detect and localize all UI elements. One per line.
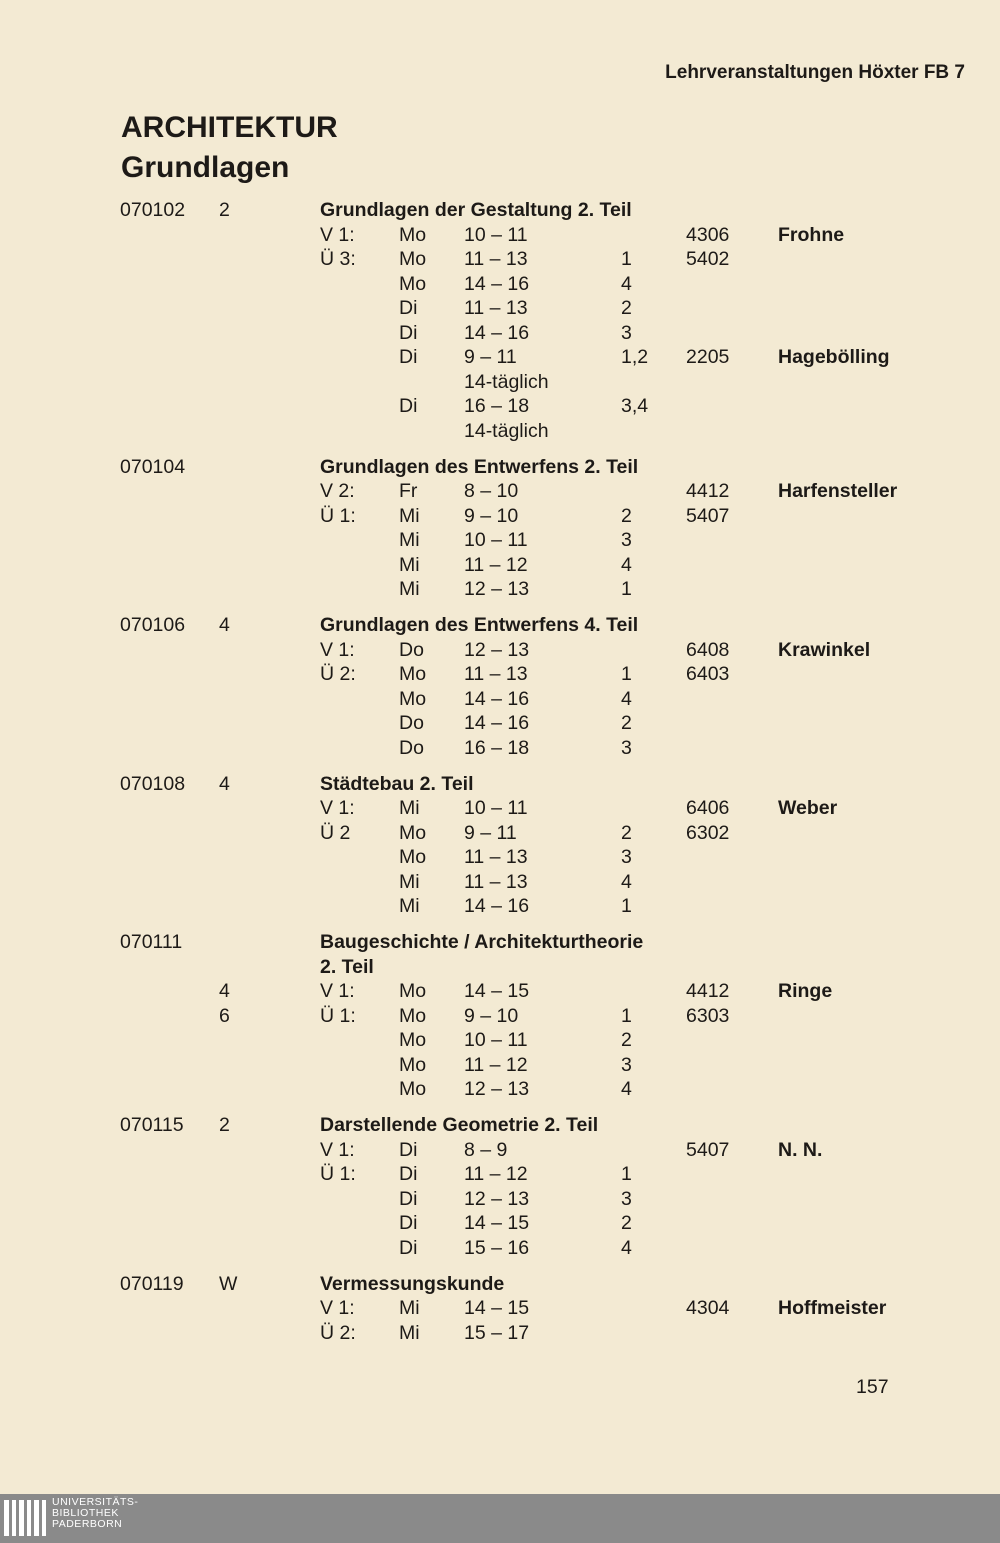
group-number: 1 — [621, 578, 632, 600]
session-type: Ü 1: — [320, 1163, 356, 1185]
course-title: Grundlagen der Gestaltung 2. Teil — [320, 199, 632, 221]
weekday: Di — [399, 395, 418, 417]
frequency-note: 14-täglich — [464, 419, 549, 442]
group-number: 4 — [621, 870, 632, 893]
lecturer-name: Hagebölling — [778, 346, 890, 368]
weekday: Di — [399, 1163, 418, 1185]
room-number: 6408 — [686, 638, 730, 661]
time-slot: 11 – 12 — [464, 553, 528, 576]
group-number: 3 — [621, 736, 632, 759]
course-title-row — [0, 198, 1000, 222]
course-code: 070119 — [120, 1272, 184, 1295]
room-number: 5407 — [686, 1138, 730, 1161]
group-number: 2 — [621, 297, 632, 319]
group-number: 3 — [621, 1053, 632, 1076]
session-type: V 1: — [320, 1138, 355, 1161]
schedule-row — [0, 845, 1000, 869]
time-slot: 14 – 15 — [464, 1297, 530, 1319]
group-number: 3 — [621, 1187, 632, 1210]
running-header: Lehrveranstaltungen Höxter FB 7 — [665, 62, 965, 83]
time-slot: 14 – 15 — [464, 1212, 530, 1234]
room-number: 4412 — [686, 480, 730, 502]
group-number: 3 — [621, 529, 632, 551]
course-code: 070111 — [120, 931, 183, 953]
schedule-row — [0, 1077, 1000, 1101]
schedule-row — [0, 870, 1000, 894]
course-hours: 6 — [219, 1004, 230, 1027]
weekday: Mi — [399, 797, 420, 819]
weekday: Fr — [399, 480, 418, 502]
schedule-row — [0, 528, 1000, 552]
course-hours: 2 — [219, 199, 230, 221]
group-number: 2 — [621, 712, 632, 734]
room-number: 6406 — [686, 797, 730, 819]
schedule-row — [0, 1321, 1000, 1345]
course-code: 070108 — [120, 772, 186, 795]
time-slot: 11 – 13 — [464, 663, 528, 685]
session-type: V 1: — [320, 638, 355, 661]
time-slot: 10 – 11 — [464, 797, 528, 819]
time-slot: 11 – 13 — [464, 846, 528, 868]
group-number: 2 — [621, 1029, 632, 1051]
course-title: Grundlagen des Entwerfens 4. Teil — [320, 614, 639, 636]
lecturer-name: Ringe — [778, 980, 833, 1002]
library-name — [52, 1497, 138, 1530]
time-slot: 14 – 16 — [464, 687, 530, 710]
session-type: V 1: — [320, 223, 355, 246]
schedule-row — [0, 1138, 1000, 1162]
weekday: Mi — [399, 504, 420, 527]
weekday: Mi — [399, 870, 420, 893]
schedule-row — [0, 394, 1000, 418]
time-slot: 8 – 9 — [464, 1138, 508, 1161]
room-number: 5407 — [686, 504, 730, 527]
weekday: Mo — [399, 223, 427, 246]
schedule-row — [0, 638, 1000, 662]
weekday: Mo — [399, 980, 427, 1002]
time-slot: 10 – 11 — [464, 1029, 528, 1051]
course-title: Baugeschichte / Architekturtheorie — [320, 931, 644, 953]
group-number: 3 — [621, 846, 632, 868]
weekday: Mi — [399, 895, 420, 917]
weekday: Di — [399, 1236, 418, 1259]
course-title: Darstellende Geometrie 2. Teil — [320, 1114, 599, 1136]
time-slot: 10 – 11 — [464, 223, 528, 246]
weekday: Mi — [399, 529, 420, 551]
time-slot: 15 – 17 — [464, 1321, 530, 1344]
weekday: Do — [399, 736, 424, 759]
room-number: 6302 — [686, 821, 730, 844]
course-hours: 2 — [219, 1114, 230, 1136]
time-slot: 14 – 16 — [464, 272, 530, 295]
schedule-row — [0, 345, 1000, 369]
schedule-row — [0, 1296, 1000, 1320]
course-title-continued: 2. Teil — [320, 955, 374, 978]
time-slot: 11 – 12 — [464, 1053, 528, 1076]
session-type: V 2: — [320, 480, 355, 502]
course-title-row — [0, 955, 1000, 979]
weekday: Di — [399, 297, 418, 319]
group-number: 3 — [621, 321, 632, 344]
course-title: Vermessungskunde — [320, 1272, 505, 1295]
schedule-row — [0, 479, 1000, 503]
room-number: 6403 — [686, 663, 730, 685]
group-number: 1 — [621, 1004, 632, 1027]
time-slot: 12 – 13 — [464, 1078, 530, 1100]
library-name-line: PADERBORN — [52, 1518, 123, 1530]
schedule-row — [0, 894, 1000, 918]
weekday: Di — [399, 1187, 418, 1210]
session-type: V 1: — [320, 797, 355, 819]
schedule-row — [0, 1028, 1000, 1052]
session-type: Ü 1: — [320, 504, 356, 527]
group-number: 4 — [621, 1236, 632, 1259]
schedule-row — [0, 736, 1000, 760]
library-name-line: UNIVERSITÄTS- — [52, 1496, 139, 1508]
group-number: 1 — [621, 1163, 632, 1185]
schedule-row — [0, 1236, 1000, 1260]
group-number: 1 — [621, 895, 632, 917]
weekday: Di — [399, 1138, 418, 1161]
room-number: 5402 — [686, 248, 730, 270]
course-hours: 4 — [219, 772, 230, 795]
schedule-row — [0, 687, 1000, 711]
room-number: 4412 — [686, 980, 730, 1002]
lecturer-name: Hoffmeister — [778, 1297, 887, 1319]
weekday: Mo — [399, 1029, 427, 1051]
weekday: Mi — [399, 1297, 420, 1319]
schedule-row — [0, 1004, 1000, 1028]
schedule-row — [0, 321, 1000, 345]
time-slot: 15 – 16 — [464, 1236, 530, 1259]
weekday: Mo — [399, 1078, 427, 1100]
weekday: Mo — [399, 846, 427, 868]
weekday: Di — [399, 321, 418, 344]
schedule-row — [0, 247, 1000, 271]
lecturer-name: Weber — [778, 797, 838, 819]
frequency-note: 14-täglich — [464, 370, 549, 393]
time-slot: 11 – 13 — [464, 870, 528, 893]
lecturer-name: N. N. — [778, 1138, 823, 1161]
schedule-row — [0, 796, 1000, 820]
group-number: 1,2 — [621, 346, 649, 368]
time-slot: 14 – 15 — [464, 980, 530, 1002]
library-logo-icon — [4, 1500, 46, 1536]
weekday: Mo — [399, 272, 427, 295]
group-number: 4 — [621, 1078, 632, 1100]
weekday: Do — [399, 712, 424, 734]
weekday: Mi — [399, 553, 420, 576]
schedule-row — [0, 296, 1000, 320]
course-title-row — [0, 455, 1000, 479]
group-number: 2 — [621, 1212, 632, 1234]
library-footer — [0, 1494, 1000, 1543]
room-number: 4304 — [686, 1297, 730, 1319]
time-slot: 12 – 13 — [464, 1187, 530, 1210]
time-slot: 12 – 13 — [464, 638, 530, 661]
course-title-row — [0, 930, 1000, 954]
time-slot: 14 – 16 — [464, 712, 530, 734]
time-slot: 14 – 16 — [464, 321, 530, 344]
group-number: 4 — [621, 272, 632, 295]
course-title-row — [0, 772, 1000, 796]
page-number: 157 — [856, 1376, 889, 1398]
session-type: Ü 3: — [320, 248, 356, 270]
course-code: 070106 — [120, 614, 186, 636]
group-number: 2 — [621, 821, 632, 844]
weekday: Di — [399, 1212, 418, 1234]
group-number: 3,4 — [621, 395, 649, 417]
course-code: 070104 — [120, 455, 186, 478]
time-slot: 14 – 16 — [464, 895, 530, 917]
session-type: Ü 2: — [320, 663, 356, 685]
session-type: V 1: — [320, 1297, 355, 1319]
room-number: 2205 — [686, 346, 730, 368]
course-code: 070115 — [120, 1114, 184, 1136]
weekday: Mo — [399, 1004, 427, 1027]
course-title: Städtebau 2. Teil — [320, 772, 474, 795]
time-slot: 11 – 13 — [464, 248, 528, 270]
section-title-sub: Grundlagen — [121, 151, 290, 184]
group-number: 1 — [621, 663, 632, 685]
lecturer-name: Frohne — [778, 223, 845, 246]
room-number: 4306 — [686, 223, 730, 246]
time-slot: 16 – 18 — [464, 395, 530, 417]
schedule-row — [0, 223, 1000, 247]
section-title — [121, 108, 338, 188]
time-slot: 9 – 11 — [464, 346, 517, 368]
course-code: 070102 — [120, 199, 186, 221]
course-hours: 4 — [219, 980, 230, 1002]
time-slot: 9 – 11 — [464, 821, 517, 844]
time-slot: 11 – 13 — [464, 297, 528, 319]
course-hours: 4 — [219, 614, 230, 636]
time-slot: 16 – 18 — [464, 736, 530, 759]
library-name-line: BIBLIOTHEK — [52, 1507, 119, 1519]
course-hours: W — [219, 1272, 238, 1295]
time-slot: 8 – 10 — [464, 480, 519, 502]
course-title-row — [0, 613, 1000, 637]
time-slot: 12 – 13 — [464, 578, 530, 600]
schedule-row — [0, 272, 1000, 296]
section-title-main: ARCHITEKTUR — [121, 111, 338, 144]
schedule-row — [0, 662, 1000, 686]
group-number: 4 — [621, 553, 632, 576]
lecturer-name: Harfensteller — [778, 480, 898, 502]
schedule-row — [0, 1053, 1000, 1077]
session-type: Ü 2: — [320, 1321, 356, 1344]
weekday: Mo — [399, 1053, 427, 1076]
course-title: Grundlagen des Entwerfens 2. Teil — [320, 455, 639, 478]
time-slot: 10 – 11 — [464, 529, 528, 551]
weekday: Do — [399, 638, 424, 661]
session-type: V 1: — [320, 980, 355, 1002]
schedule-row — [0, 419, 1000, 443]
schedule-row — [0, 1187, 1000, 1211]
weekday: Mo — [399, 248, 427, 270]
schedule-row — [0, 370, 1000, 394]
group-number: 1 — [621, 248, 632, 270]
schedule-row — [0, 504, 1000, 528]
weekday: Mo — [399, 821, 427, 844]
weekday: Mo — [399, 663, 427, 685]
schedule-row — [0, 577, 1000, 601]
weekday: Mi — [399, 1321, 420, 1344]
group-number: 2 — [621, 504, 632, 527]
schedule-row — [0, 821, 1000, 845]
session-type: Ü 2 — [320, 821, 351, 844]
lecturer-name: Krawinkel — [778, 638, 871, 661]
time-slot: 9 – 10 — [464, 504, 519, 527]
session-type: Ü 1: — [320, 1004, 356, 1027]
schedule-row — [0, 1162, 1000, 1186]
room-number: 6303 — [686, 1004, 730, 1027]
schedule-row — [0, 979, 1000, 1003]
schedule-row — [0, 553, 1000, 577]
weekday: Mo — [399, 687, 427, 710]
course-title-row — [0, 1272, 1000, 1296]
time-slot: 11 – 12 — [464, 1163, 528, 1185]
course-title-row — [0, 1113, 1000, 1137]
group-number: 4 — [621, 687, 632, 710]
schedule-row — [0, 1211, 1000, 1235]
time-slot: 9 – 10 — [464, 1004, 519, 1027]
weekday: Di — [399, 346, 418, 368]
schedule-row — [0, 711, 1000, 735]
weekday: Mi — [399, 578, 420, 600]
